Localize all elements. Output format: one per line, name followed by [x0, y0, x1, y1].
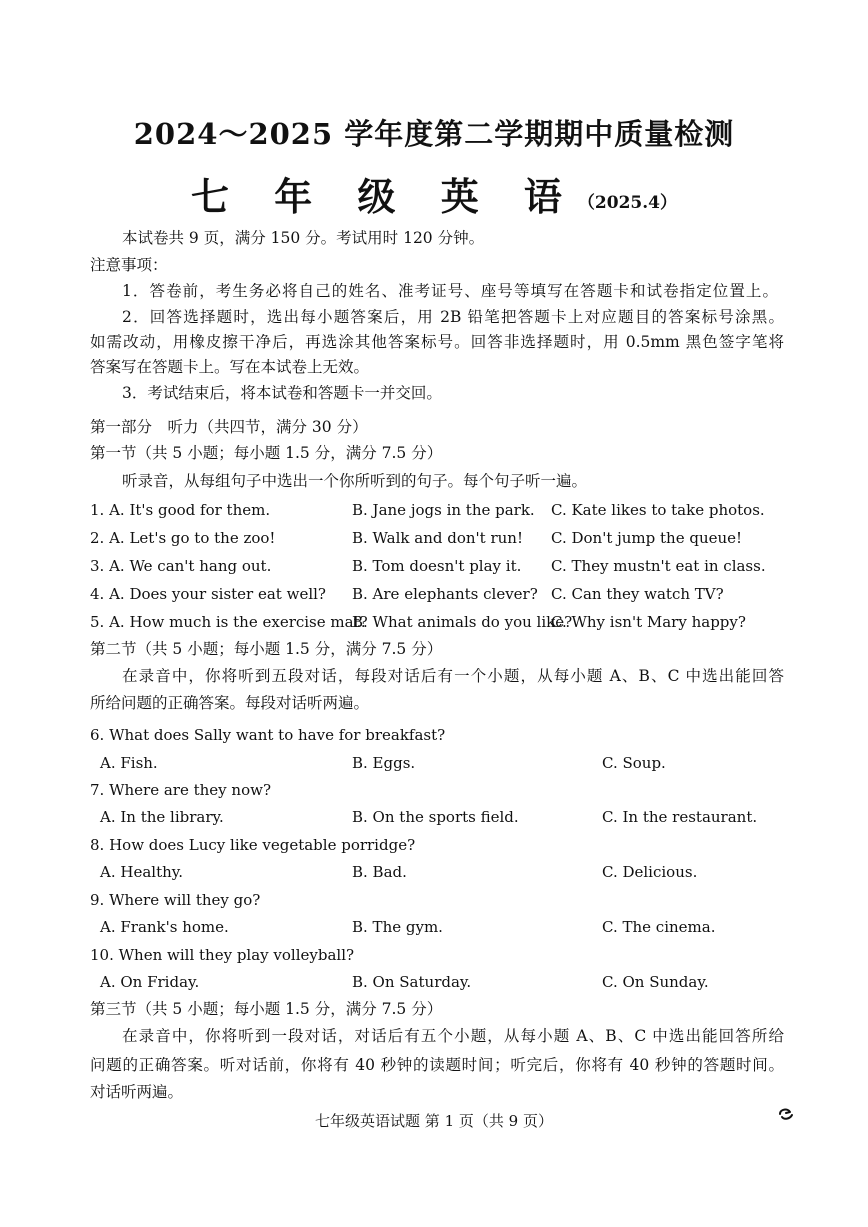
note-1: 1．答卷前，考生务必将自己的姓名、准考证号、座号等填写在答题卡和试卷指定位置上。: [122, 282, 778, 300]
section3-instruction-line-2: 问题的正确答案。听对话前，你将有 40 秒钟的读题时间；听完后，你将有 40 秒钟的答题时间。: [90, 1056, 784, 1074]
q7-option-b: B. On the sports field.: [352, 808, 519, 826]
q8-question: 8. How does Lucy like vegetable porridge?: [90, 836, 416, 854]
q4-option-b: B. Are elephants clever?: [352, 585, 538, 603]
q7-option-a: A. In the library.: [100, 808, 224, 826]
q4-option-a: 4. A. Does your sister eat well?: [90, 585, 326, 603]
section2-title: 第二节（共 5 小题；每小题 1.5 分，满分 7.5 分）: [90, 640, 443, 658]
section3-title: 第三节（共 5 小题；每小题 1.5 分，满分 7.5 分）: [90, 1000, 443, 1018]
q2-option-a: 2. A. Let's go to the zoo!: [90, 529, 276, 547]
q7-question: 7. Where are they now?: [90, 781, 271, 799]
part1-title: 第一部分 听力（共四节，满分 30 分）: [90, 418, 368, 436]
q7-option-c: C. In the restaurant.: [602, 808, 758, 826]
section2-instruction-line-2: 所给问题的正确答案。每段对话听两遍。: [90, 694, 370, 712]
subject-name: 七 年 级 英 语: [191, 174, 578, 219]
q10-option-b: B. On Saturday.: [352, 973, 472, 991]
note-2-line-1: 2．回答选择题时，选出每小题答案后，用 2B 铅笔把答题卡上对应题目的答案标号涂黑。: [122, 308, 784, 326]
q9-question: 9. Where will they go?: [90, 891, 261, 909]
section2-instruction-line-1: 在录音中，你将听到五段对话，每段对话后有一个小题，从每小题 A、B、C 中选出能回答: [122, 667, 784, 685]
q8-option-a: A. Healthy.: [100, 863, 184, 881]
scan-mark-icon: [776, 1104, 796, 1124]
q1-option-a: 1. A. It's good for them.: [90, 501, 271, 519]
q5-option-a: 5. A. How much is the exercise mat?: [90, 613, 368, 631]
q1-option-b: B. Jane jogs in the park.: [352, 501, 535, 519]
q6-option-c: C. Soup.: [602, 754, 666, 772]
q5-option-b: B. What animals do you like?: [352, 613, 573, 631]
page-footer: 七年级英语试题 第 1 页（共 9 页）: [315, 1112, 553, 1130]
q6-question: 6. What does Sally want to have for breakfast?: [90, 726, 446, 744]
q3-option-a: 3. A. We can't hang out.: [90, 557, 272, 575]
section3-instruction-line-1: 在录音中，你将听到一段对话，对话后有五个小题，从每小题 A、B、C 中选出能回答所给: [122, 1027, 784, 1045]
q6-option-b: B. Eggs.: [352, 754, 416, 772]
q9-option-a: A. Frank's home.: [100, 918, 229, 936]
q1-option-c: C. Kate likes to take photos.: [551, 501, 765, 519]
q9-option-c: C. The cinema.: [602, 918, 716, 936]
exam-summary: 本试卷共 9 页，满分 150 分。考试用时 120 分钟。: [122, 229, 485, 247]
section1-title: 第一节（共 5 小题；每小题 1.5 分，满分 7.5 分）: [90, 444, 443, 462]
exam-title: 2024～2025 学年度第二学期期中质量检测: [133, 117, 735, 151]
q10-option-c: C. On Sunday.: [602, 973, 709, 991]
q3-option-c: C. They mustn't eat in class.: [551, 557, 766, 575]
q8-option-c: C. Delicious.: [602, 863, 698, 881]
q2-option-c: C. Don't jump the queue!: [551, 529, 743, 547]
note-2-line-3: 答案写在答题卡上。写在本试卷上无效。: [90, 358, 370, 376]
q10-question: 10. When will they play volleyball?: [90, 946, 355, 964]
q3-option-b: B. Tom doesn't play it.: [352, 557, 522, 575]
q8-option-b: B. Bad.: [352, 863, 407, 881]
section3-instruction-line-3: 对话听两遍。: [90, 1083, 184, 1101]
q10-option-a: A. On Friday.: [100, 973, 200, 991]
note-2-line-2: 如需改动，用橡皮擦干净后，再选涂其他答案标号。回答非选择题时，用 0.5mm 黑色签字笔将: [90, 333, 784, 351]
q2-option-b: B. Walk and don't run!: [352, 529, 523, 547]
q9-option-b: B. The gym.: [352, 918, 443, 936]
subject-title: [0, 166, 868, 221]
notes-title: 注意事项：: [90, 256, 168, 274]
q6-option-a: A. Fish.: [100, 754, 158, 772]
section1-instruction: 听录音，从每组句子中选出一个你所听到的句子。每个句子听一遍。: [122, 472, 588, 490]
note-3: 3．考试结束后，将本试卷和答题卡一并交回。: [122, 384, 442, 402]
q4-option-c: C. Can they watch TV?: [551, 585, 724, 603]
exam-date: （2025.4）: [577, 193, 677, 213]
q5-option-c: C. Why isn't Mary happy?: [551, 613, 746, 631]
